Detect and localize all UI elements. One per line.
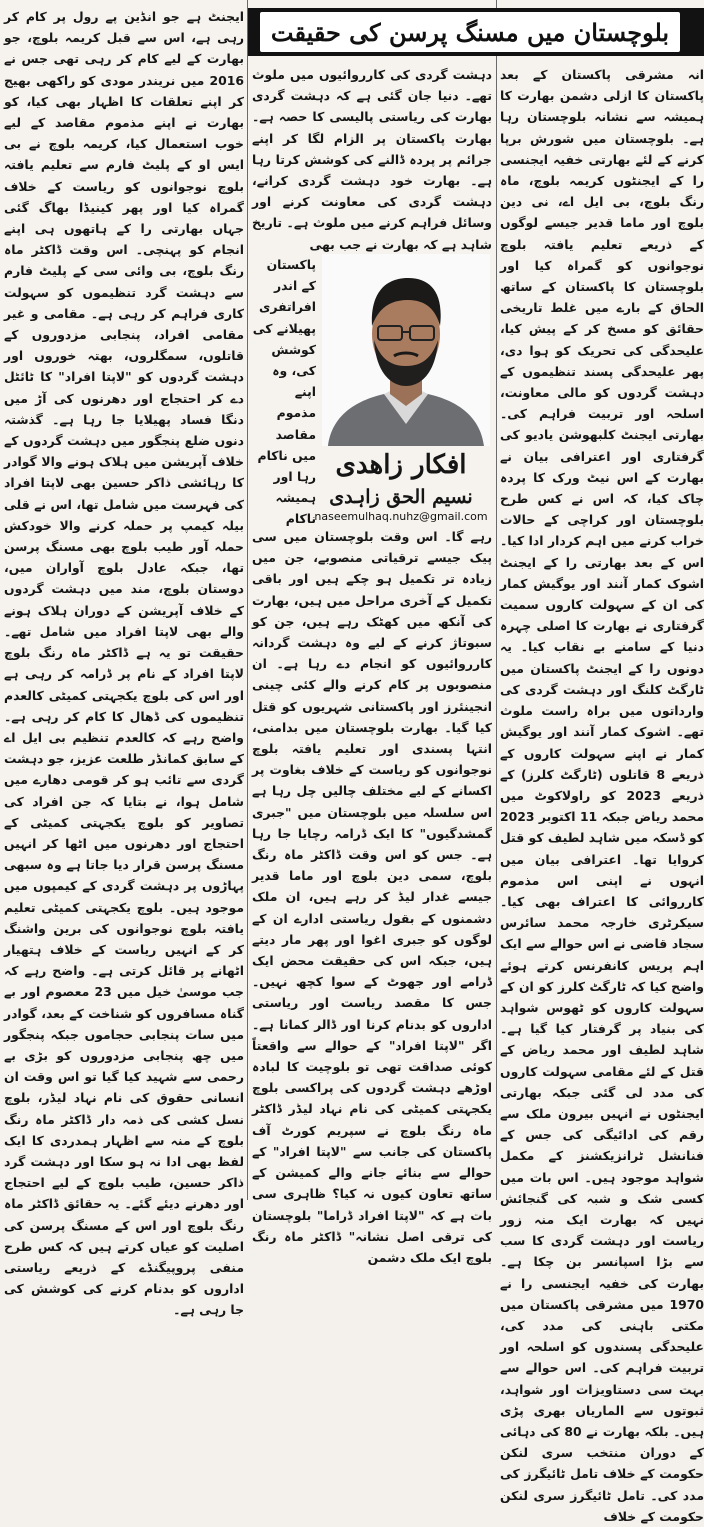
author-portrait-image bbox=[322, 254, 490, 446]
column-divider-right bbox=[496, 0, 497, 1200]
article-headline: بلوچستان میں مسنگ پرسن کی حقیقت bbox=[270, 17, 670, 47]
column-divider-left bbox=[247, 0, 248, 1200]
column-right-text: انہ مشرقی پاکستان کے بعد پاکستان کا ازلی دشمن بھارت کا ہمیشہ سے نشانہ بلوچستان رہا ہے۔ بلوچستان میں شورش برپا کرنے کے لئے بھارتی خفیہ ایجنسی را کے ایجنٹوں کریمہ بلوچ، ماہ رنگ بلوچ، بی ایل اے، نی دین بلوچ اور ماما قدیر جیسے لوگوں کے ذریعے تعلیم یافتہ بلوچ نوجوانوں کو گمراہ کیا اور بلوچستان کا پاکستان کے ساتھ الحاق کے بارے میں غلط تاریخی حقائق کو مسخ کر کے پیش کیا، علیحدگی کی تحریک کو ہوا دی، پھر علیحدگی پسند تنظیموں کے دہشت گردوں کو مالی معاونت، اسلحہ اور تربیت فراہم کی۔ بھارتی ایجنٹ کلبھوشن یادیو کی گرفتاری اور اعترافی بیان نے بھارت کے اس نیٹ ورک کا پردہ چاک کیا، کہ اس نے کس طرح بلوچستان اور کراچی کے حالات خراب کرنے میں اہم کردار ادا کیا۔ اس کے بعد بھارتی را کے ایجنٹ اشوک کمار آنند اور یوگیش کمار کی ان کے سہولت کاروں سمیت گرفتاری نے بھارت کا اصلی چہرہ دنیا کے سامنے بے نقاب کیا۔ یہ دونوں را کے ایجنٹ پاکستان میں ٹارگٹ کلنگ اور دہشت گردی کی وارداتوں میں براہ راست ملوث تھے۔ اشوک کمار آنند اور یوگیش کمار نے اپنے سہولت کاروں کے ذریعے 8 قاتلوں (ٹارگٹ کلرز) کے ذریعے 2023 کو راولاکوٹ میں محمد ریاض جبکہ 11 اکتوبر 2023 کو ڈسکہ میں شاہد لطیف کو قتل کروایا تھا۔ اعترافی بیان میں انہوں نے اپنی اس مذموم کارروائی کا اعتراف بھی کیا۔ سیکرٹری خارجہ محمد سائرس سجاد قاضی نے اس حوالے سے ایک اہم پریس کانفرنس کرتے ہوئے واضح کیا کہ ٹارگٹ کلرز کو ان کے سہولت کاروں کو ٹھوس شواہد کی بنیاد پر گرفتار کیا گیا ہے۔ شاہد لطیف اور محمد ریاض کے قتل کے لئے مقامی سہولت کاروں کی مدد لی گئی جبکہ بھارتی ایجنٹوں نے انہیں بیرون ملک سے رقم کی ادائیگی کی جس کے فنانشل ٹرانزیکشنز کے مکمل شواہد موجود ہیں۔ اس بات میں کسی شک و شبہ کی گنجائش نہیں کہ بھارت ایک منہ زور ریاست اور دہشت گردی کا سب سے بڑا اسپانسر بن چکا ہے۔ بھارت کی خفیہ ایجنسی را نے 1970 میں مشرقی پاکستان میں مکتی باہنی کی مدد کی، علیحدگی پسندوں کو اسلحہ اور تربیت فراہم کی۔ اس حوالے سے بہت سی دستاویزات اور شواہد، ثبوتوں سے الماریاں بھری پڑی ہیں۔ بلکہ بھارت نے 80 کی دہائی کے دوران منتخب سری لنکن حکومت کے خلاف تامل ٹائیگرز کی مدد کی۔ تامل ٹائیگرز سری لنکن حکومت کے خلاف bbox=[500, 67, 704, 1524]
author-email: naseemulhaq.nuhz@gmail.com bbox=[314, 510, 488, 523]
column-right bbox=[500, 64, 704, 1524]
column-middle-narrow-text: پاکستان کے اندر افراتفری پھیلانے کی کوشش کی، وہ اپنے مذموم مقاصد میں ناکام رہا اور ہمیشہ ناکام bbox=[252, 257, 316, 527]
column-middle-top bbox=[252, 64, 492, 254]
headline-box bbox=[260, 12, 680, 52]
author-photo bbox=[322, 254, 490, 446]
author-name: نسیم الحق زاہدی bbox=[329, 486, 473, 508]
column-middle-bottom-text: رہے گا۔ اس وقت بلوچستان میں سی پیک جیسے ترقیاتی منصوبے، جن میں زیادہ تر تکمیل ہو چکے ہیں اور باقی تکمیل کے آخری مراحل میں ہیں، بھارت کی آنکھ میں کھٹک رہے ہیں، جن کو سبوتاژ کرنے کے لیے وہ دہشت گردانہ کارروائیوں کو انجام دے رہا ہے۔ ان منصوبوں پر کام کرنے والے کئی چینی انجینئرز اور پاکستانی شہریوں کو قتل کیا گیا۔ بھارت بلوچستان میں بدامنی، انتہا پسندی اور تعلیم یافتہ بلوچ نوجوانوں کو ریاست کے خلاف بغاوت پر اکسانے کے لیے مختلف چالیں چل رہا ہے اس سلسلہ میں بلوچستان میں "جبری گمشدگیوں" کا ایک ڈرامہ رچایا جا رہا ہے۔ جس کو اس وقت ڈاکٹر ماہ رنگ بلوچ، سمی دین بلوچ اور ماما قدیر جیسے غدار لیڈ کر رہے ہیں، ان ملک دشمنوں کے بقول ریاستی ادارے ان کے لوگوں کو جبری اغوا اور پھر مار دیتے ہیں، جبکہ اس کی حقیقت محض ایک ڈرامے اور جھوٹ کے سوا کچھ نہیں۔ جس کا مقصد ریاست اور ریاستی اداروں کو بدنام کرنا اور ڈالر کمانا ہے۔ اگر "لاپتا افراد" کے حوالے سے واقعتاً کوئی صداقت تھی تو بلوچیت کا لبادہ اوڑھے دہشت گردوں کی پراکسی بلوچ یکجہتی کمیٹی کی نام نہاد لیڈر ڈاکٹر ماہ رنگ بلوچ نے سپریم کورٹ آف پاکستان کی جانب سے "لاپتا افراد" کے حوالے سے بنائے جانے والے کمیشن کے ساتھ تعاون کیوں نہ کیا؟ ظاہری سی بات ہے کہ "لاپتا افراد ڈراما" بلوچستان کی ترقی اصل نشانہ" ڈاکٹر ماہ رنگ بلوچ ایک ملک دشمن bbox=[252, 529, 492, 1265]
column-middle-top-text: دہشت گردی کی کارروائیوں میں ملوث تھے۔ دنیا جان گئی ہے کہ دہشت گردی بھارت کی ریاستی پالیسی کا حصہ ہے۔ بھارت پاکستان پر الزام لگا کر اپنے جرائم پر پردہ ڈالنے کی کوشش کرتا رہا ہے۔ بھارت خود دہشت گردی کرانے، دہشت گردی کی معاونت کرنے اور وسائل فراہم کرنے میں ملوث ہے۔ تاریخ شاہد ہے کہ بھارت نے جب بھی bbox=[252, 67, 492, 252]
author-card bbox=[252, 254, 490, 522]
column-left-text: ایجنٹ ہے جو انڈین پے رول پر کام کر رہی ہے، اس سے قبل کریمہ بلوچ، جو بھارت کے لیے کام کر رہی تھی جس نے 2016 میں نریندر مودی کو راکھی بھیج کر اپنے تعلقات کا اظہار بھی کیا، کو بھارت نے اپنے مذموم مقاصد کے لیے خوب استعمال کیا، کریمہ بلوچ نے بی ایس او کے پلیٹ فارم سے تعلیم یافتہ بلوچ نوجوانوں کو ریاست کے خلاف گمراہ کیا اور پھر کینیڈا بھاگ گئی جہاں بھارتی را کے ہاتھوں ہی اپنے انجام کو پہنچی۔ اس وقت ڈاکٹر ماہ رنگ بلوچ، بی وائی سی کے پلیٹ فارم سے دہشت گرد تنظیموں کو سہولت کاری فراہم کر رہی ہے۔ مقامی و غیر مقامی افراد، پنجابی مزدوروں کے قاتلوں، سمگلروں، بھتہ خوروں اور دہشت گردوں کو "لاپتا افراد" کا ٹائٹل دے کر احتجاج اور دھرنوں کی آڑ میں دنگا فساد پھیلایا جا رہا ہے۔ گذشتہ دنوں ضلع پنجگور میں دہشت گردوں کے خلاف آپریشن میں ہلاک ہونے والا گوادر کا رہائشی ذاکر حسین بھی لاپتا افراد کی فہرست میں شامل تھا، اس نے قلی بیلہ کیمپ پر حملہ کرنے والا خودکش حملہ آور طیب بلوچ بھی مسنگ پرسن تھا، جبکہ عادل بلوچ آواران میں، دوستان بلوچ، مند میں دہشت گردوں کے خلاف آپریشن کے دوران ہلاک ہونے والے بھی لاپتا افراد میں شامل تھے۔ حقیقت تو یہ ہے ڈاکٹر ماہ رنگ بلوچ لاپتا افراد کے نام پر ڈرامہ کر رہی ہے اور اس کی بلوچ یکجہتی کمیٹی کالعدم تنظیموں کی ڈھال کا کام کر رہی ہے۔ واضح رہے کہ کالعدم تنظیم بی ایل اے کے سابق کمانڈر طلعت عزیز، جو دہشت گردی سے تائب ہو کر قومی دھارے میں شامل ہوا، نے بتایا کہ جن افراد کی تصاویر کو بلوچ یکجہتی کمیٹی کے احتجاج اور دھرنوں میں اٹھا کر انہیں مسنگ پرسن قرار دیا جاتا ہے وہ سبھی پہاڑوں پر دہشت گردی کے کیمپوں میں موجود ہیں۔ بلوچ یکجہتی کمیٹی تعلیم یافتہ بلوچ نوجوانوں کی برین واشنگ کر کے انہیں ریاست کے خلاف ہتھیار اٹھانے پر قائل کرتی ہے۔ واضح رہے کہ جب موسیٰ خیل میں 23 معصوم اور بے گناہ مسافروں کو شناخت کے بعد، گوادر میں سات پنجابی حجاموں جبکہ پنجگور میں چھ پنجابی مزدوروں کو بڑی بے رحمی سے شہید کیا گیا تو اس وقت ان انسانی حقوق کی نام نہاد لیڈر، بلوچ نسل کشی کی ذمہ دار ڈاکٹر ماہ رنگ بلوچ کے منہ سے اظہار ہمدردی کا ایک لفظ بھی ادا نہ ہو سکا اور دہشت گرد ذاکر حسین، طیب بلوچ کے لیے احتجاج اور دھرنے دیئے گئے۔ یہ حقائق ڈاکٹر ماہ رنگ بلوچ اور اس کے مسنگ پرسن کی اصلیت کو عیاں کرتے ہیں کہ کس طرح منفی پروپیگنڈے کے ذریعے ریاستی اداروں کو بدنام کرنے کی کوشش کی جا رہی ہے۔ bbox=[4, 9, 244, 1318]
column-middle-bottom bbox=[252, 526, 492, 1265]
author-pen-name: افکار زاهدی bbox=[335, 450, 467, 480]
column-left bbox=[4, 6, 244, 1318]
